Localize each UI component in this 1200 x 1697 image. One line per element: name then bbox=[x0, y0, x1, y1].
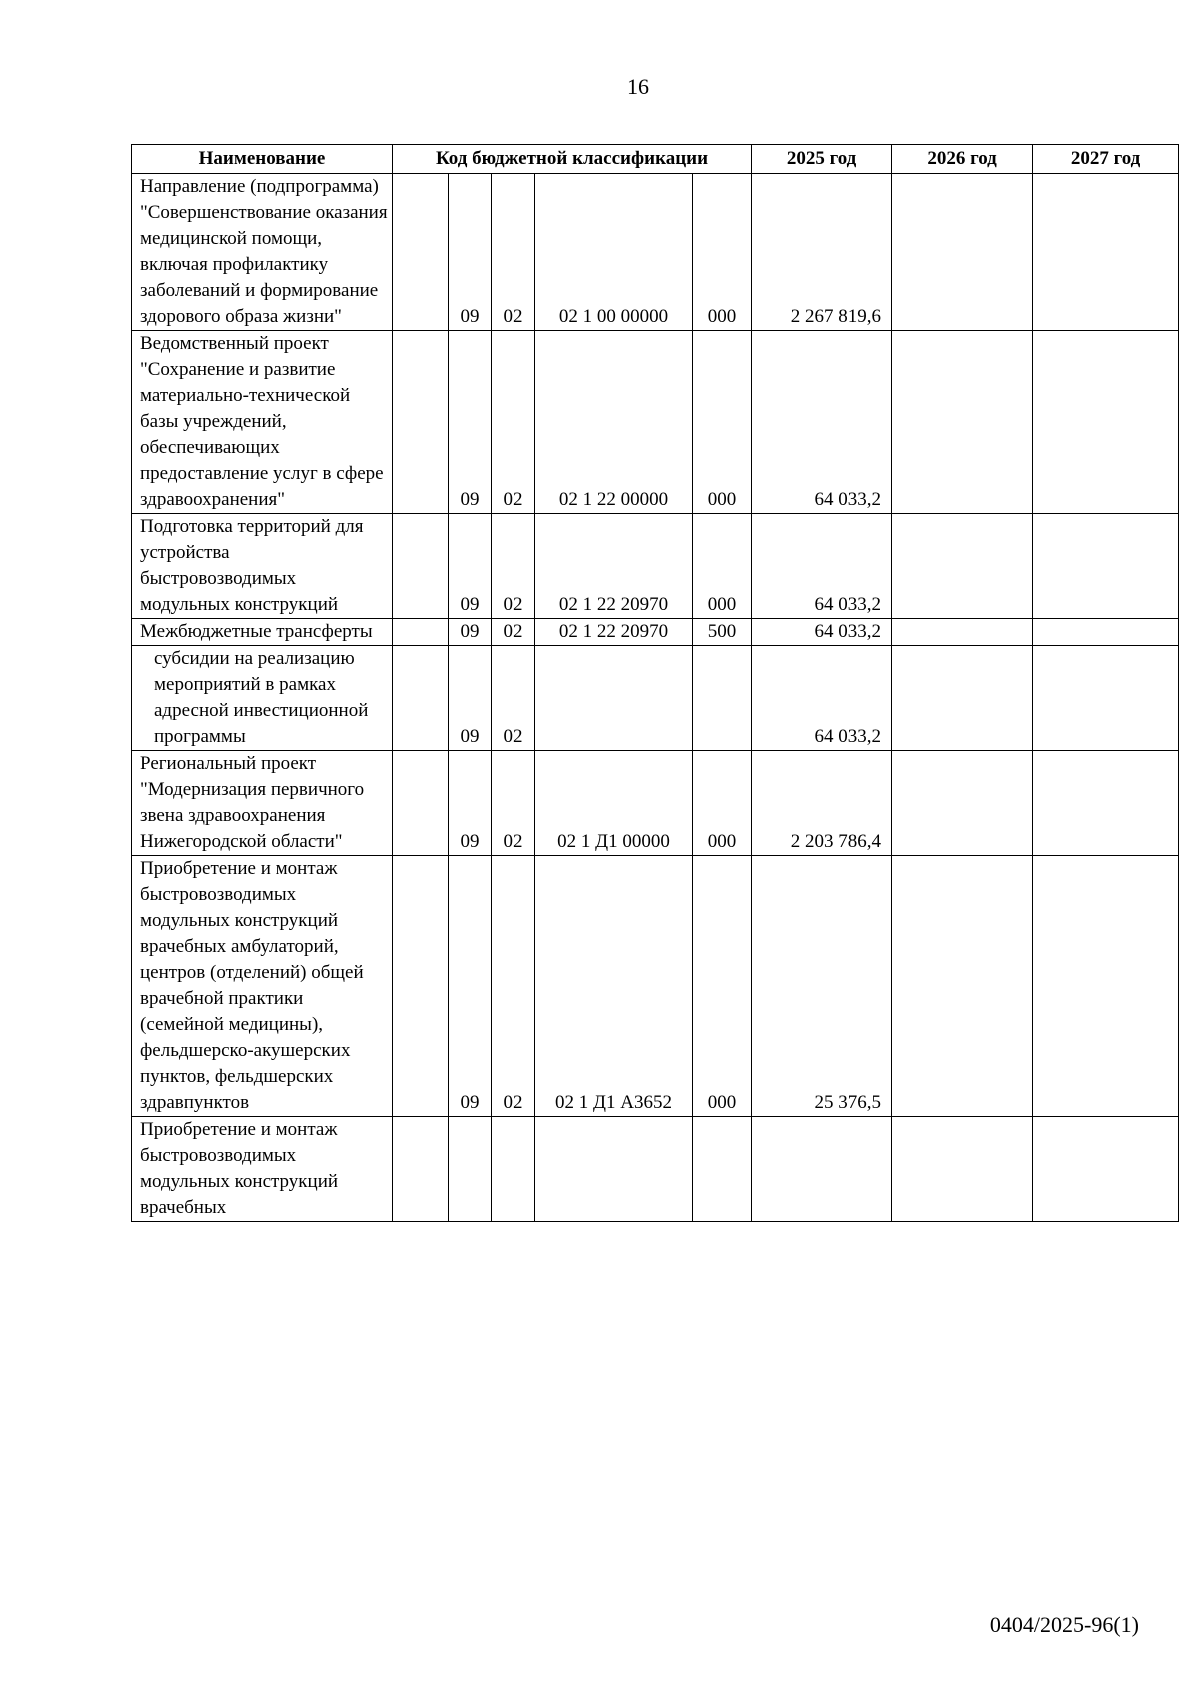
cell-section: 09 bbox=[449, 619, 492, 646]
table-row bbox=[132, 331, 1179, 514]
cell-name: Направление (подпрограмма) "Совершенствование оказания медицинской помощи, включая профилактику заболеваний и формирование здорового образа жизни" bbox=[132, 174, 393, 331]
cell-2025 bbox=[752, 1117, 892, 1222]
cell-target-article bbox=[535, 646, 693, 751]
cell-subsection: 02 bbox=[492, 174, 535, 331]
cell-target-article: 02 1 22 20970 bbox=[535, 514, 693, 619]
table-row bbox=[132, 1117, 1179, 1222]
cell-empty bbox=[393, 174, 449, 331]
header-2026: 2026 год bbox=[892, 145, 1033, 174]
cell-expense-type: 000 bbox=[693, 856, 752, 1117]
header-2025: 2025 год bbox=[752, 145, 892, 174]
cell-subsection: 02 bbox=[492, 331, 535, 514]
cell-2025: 64 033,2 bbox=[752, 619, 892, 646]
budget-table bbox=[131, 144, 1179, 1222]
cell-section: 09 bbox=[449, 751, 492, 856]
table-row bbox=[132, 619, 1179, 646]
cell-empty bbox=[393, 619, 449, 646]
cell-2027 bbox=[1033, 646, 1179, 751]
cell-2026 bbox=[892, 856, 1033, 1117]
cell-2025: 64 033,2 bbox=[752, 646, 892, 751]
cell-target-article: 02 1 22 20970 bbox=[535, 619, 693, 646]
cell-empty bbox=[393, 751, 449, 856]
cell-expense-type bbox=[693, 646, 752, 751]
cell-2026 bbox=[892, 646, 1033, 751]
cell-name: Приобретение и монтаж быстровозводимых модульных конструкций врачебных bbox=[132, 1117, 393, 1222]
cell-2026 bbox=[892, 751, 1033, 856]
header-2027: 2027 год bbox=[1033, 145, 1179, 174]
cell-2025: 2 203 786,4 bbox=[752, 751, 892, 856]
cell-empty bbox=[393, 1117, 449, 1222]
cell-name: Межбюджетные трансферты bbox=[132, 619, 393, 646]
cell-target-article: 02 1 00 00000 bbox=[535, 174, 693, 331]
cell-target-article: 02 1 22 00000 bbox=[535, 331, 693, 514]
cell-2025: 64 033,2 bbox=[752, 514, 892, 619]
cell-name: Приобретение и монтаж быстровозводимых модульных конструкций врачебных амбулаторий, центров (отделений) общей врачебной практики (семейной медицины), фельдшерско-акушерских пунктов, фельдшерских здравпунктов bbox=[132, 856, 393, 1117]
table-body bbox=[132, 174, 1179, 1222]
cell-2027 bbox=[1033, 751, 1179, 856]
cell-name-text: субсидии на реализацию мероприятий в рамках адресной инвестиционной программы bbox=[154, 648, 369, 747]
cell-subsection: 02 bbox=[492, 856, 535, 1117]
cell-expense-type bbox=[693, 1117, 752, 1222]
table-row bbox=[132, 514, 1179, 619]
cell-empty bbox=[393, 646, 449, 751]
cell-empty bbox=[393, 331, 449, 514]
footer-document-code: 0404/2025-96(1) bbox=[989, 1612, 1139, 1637]
cell-section: 09 bbox=[449, 856, 492, 1117]
cell-2027 bbox=[1033, 514, 1179, 619]
cell-section: 09 bbox=[449, 514, 492, 619]
cell-subsection bbox=[492, 1117, 535, 1222]
cell-subsection: 02 bbox=[492, 646, 535, 751]
cell-2025: 2 267 819,6 bbox=[752, 174, 892, 331]
cell-section bbox=[449, 1117, 492, 1222]
cell-name: Подготовка территорий для устройства быстровозводимых модульных конструкций bbox=[132, 514, 393, 619]
cell-name: Региональный проект "Модернизация первичного звена здравоохранения Нижегородской области" bbox=[132, 751, 393, 856]
cell-empty bbox=[393, 856, 449, 1117]
cell-2026 bbox=[892, 619, 1033, 646]
cell-2026 bbox=[892, 514, 1033, 619]
cell-section: 09 bbox=[449, 646, 492, 751]
cell-expense-type: 000 bbox=[693, 331, 752, 514]
cell-2027 bbox=[1033, 331, 1179, 514]
cell-2027 bbox=[1033, 1117, 1179, 1222]
header-name: Наименование bbox=[132, 145, 393, 174]
cell-subsection: 02 bbox=[492, 514, 535, 619]
cell-section: 09 bbox=[449, 174, 492, 331]
table-header-row bbox=[132, 145, 1179, 174]
cell-target-article: 02 1 Д1 00000 bbox=[535, 751, 693, 856]
cell-subsection: 02 bbox=[492, 751, 535, 856]
cell-target-article bbox=[535, 1117, 693, 1222]
table-row bbox=[132, 856, 1179, 1117]
cell-2026 bbox=[892, 331, 1033, 514]
page-number: 16 bbox=[627, 74, 649, 99]
table-row bbox=[132, 646, 1179, 751]
cell-target-article: 02 1 Д1 А3652 bbox=[535, 856, 693, 1117]
cell-2025: 25 376,5 bbox=[752, 856, 892, 1117]
cell-2027 bbox=[1033, 619, 1179, 646]
cell-name: Ведомственный проект "Сохранение и развитие материально-технической базы учреждений, обеспечивающих предоставление услуг в сфере здравоохранения" bbox=[132, 331, 393, 514]
cell-name bbox=[132, 646, 393, 751]
cell-2025: 64 033,2 bbox=[752, 331, 892, 514]
cell-expense-type: 000 bbox=[693, 514, 752, 619]
cell-2027 bbox=[1033, 174, 1179, 331]
cell-expense-type: 000 bbox=[693, 751, 752, 856]
header-code: Код бюджетной классификации bbox=[393, 145, 752, 174]
cell-subsection: 02 bbox=[492, 619, 535, 646]
cell-2027 bbox=[1033, 856, 1179, 1117]
cell-2026 bbox=[892, 174, 1033, 331]
table-row bbox=[132, 751, 1179, 856]
cell-expense-type: 000 bbox=[693, 174, 752, 331]
table-row bbox=[132, 174, 1179, 331]
cell-section: 09 bbox=[449, 331, 492, 514]
cell-2026 bbox=[892, 1117, 1033, 1222]
cell-empty bbox=[393, 514, 449, 619]
cell-expense-type: 500 bbox=[693, 619, 752, 646]
